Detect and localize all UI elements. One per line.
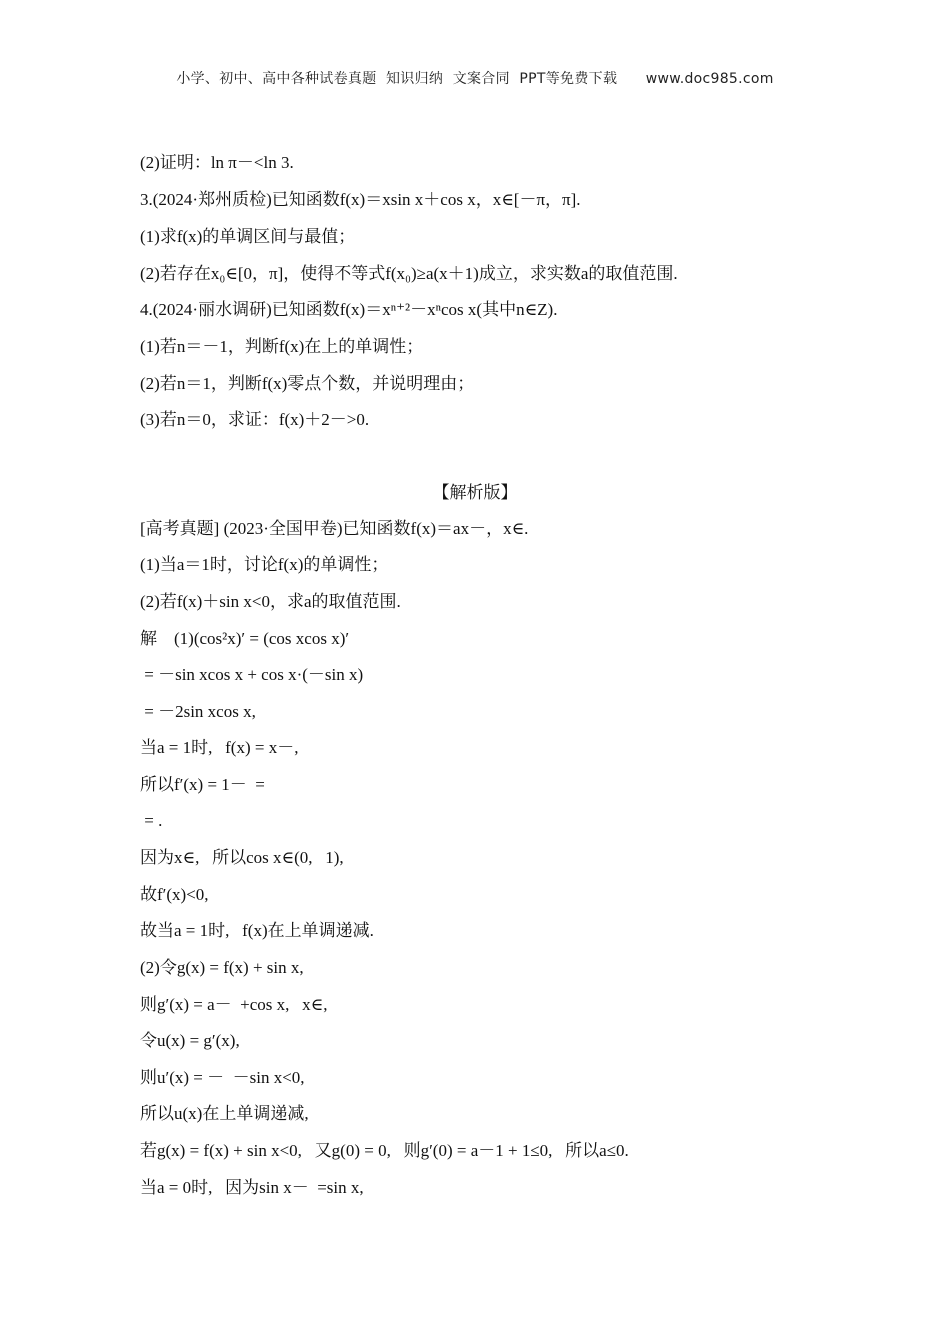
solution-line: = . [140,811,163,830]
solution-line: = －sin xcos x + cos x·(－sin x) [140,665,364,684]
solution-line: [高考真题] (2023·全国甲卷)已知函数f(x)＝ax－，x∈. [140,519,529,538]
question-line: (2)若存在x₀∈[0，π]，使得不等式f(x₀)≥a(x＋1)成立，求实数a的取值范围. [140,264,678,283]
solution-line: (2)令g(x) = f(x) + sin x, [140,958,304,977]
solution-line: 则g′(x) = a－ +cos x, x∈, [140,995,328,1014]
section-title: 【解析版】 [432,483,518,502]
solution-line: 故f′(x)<0, [140,885,209,904]
solution-line: 因为x∈, 所以cos x∈(0, 1), [140,848,344,867]
question-line: (1)若n＝－1，判断f(x)在上的单调性； [140,337,424,356]
question-line: (2)若n＝1，判断f(x)零点个数，并说明理由； [140,374,475,393]
question-line: (2)证明：ln π－<ln 3. [140,153,294,172]
question-line: 3.(2024·郑州质检)已知函数f(x)＝xsin x＋cos x，x∈[－π，π]. [140,190,581,209]
solution-line: = －2sin xcos x, [140,702,256,721]
solution-line: 所以f′(x) = 1－ = [140,775,265,794]
solution-line: (2)若f(x)＋sin x<0，求a的取值范围. [140,592,401,611]
solution-line: 当a = 0时, 因为sin x－ =sin x, [140,1178,364,1197]
solution-line: (1)当a＝1时，讨论f(x)的单调性； [140,555,389,574]
solution-line: 所以u(x)在上单调递减, [140,1104,309,1123]
solution-line: 故当a = 1时, f(x)在上单调递减. [140,921,374,940]
page-header: 小学、初中、高中各种试卷真题 知识归纳 文案合同 PPT等免费下载 www.doc985.com [176,71,774,87]
question-line: 4.(2024·丽水调研)已知函数f(x)＝xⁿ⁺²－xⁿcos x(其中n∈Z). [140,300,558,319]
solution-line: 令u(x) = g′(x), [140,1031,240,1050]
solution-line: 若g(x) = f(x) + sin x<0, 又g(0) = 0, 则g′(0) = a－1 + 1≤0, 所以a≤0. [140,1141,629,1160]
solution-line: 解 (1)(cos²x)′ = (cos xcos x)′ [140,629,350,648]
solution-line: 则u′(x) = － －sin x<0, [140,1068,305,1087]
question-line: (3)若n＝0，求证：f(x)＋2－>0. [140,410,370,429]
question-line: (1)求f(x)的单调区间与最值； [140,227,356,246]
solution-line: 当a = 1时, f(x) = x－, [140,738,299,757]
